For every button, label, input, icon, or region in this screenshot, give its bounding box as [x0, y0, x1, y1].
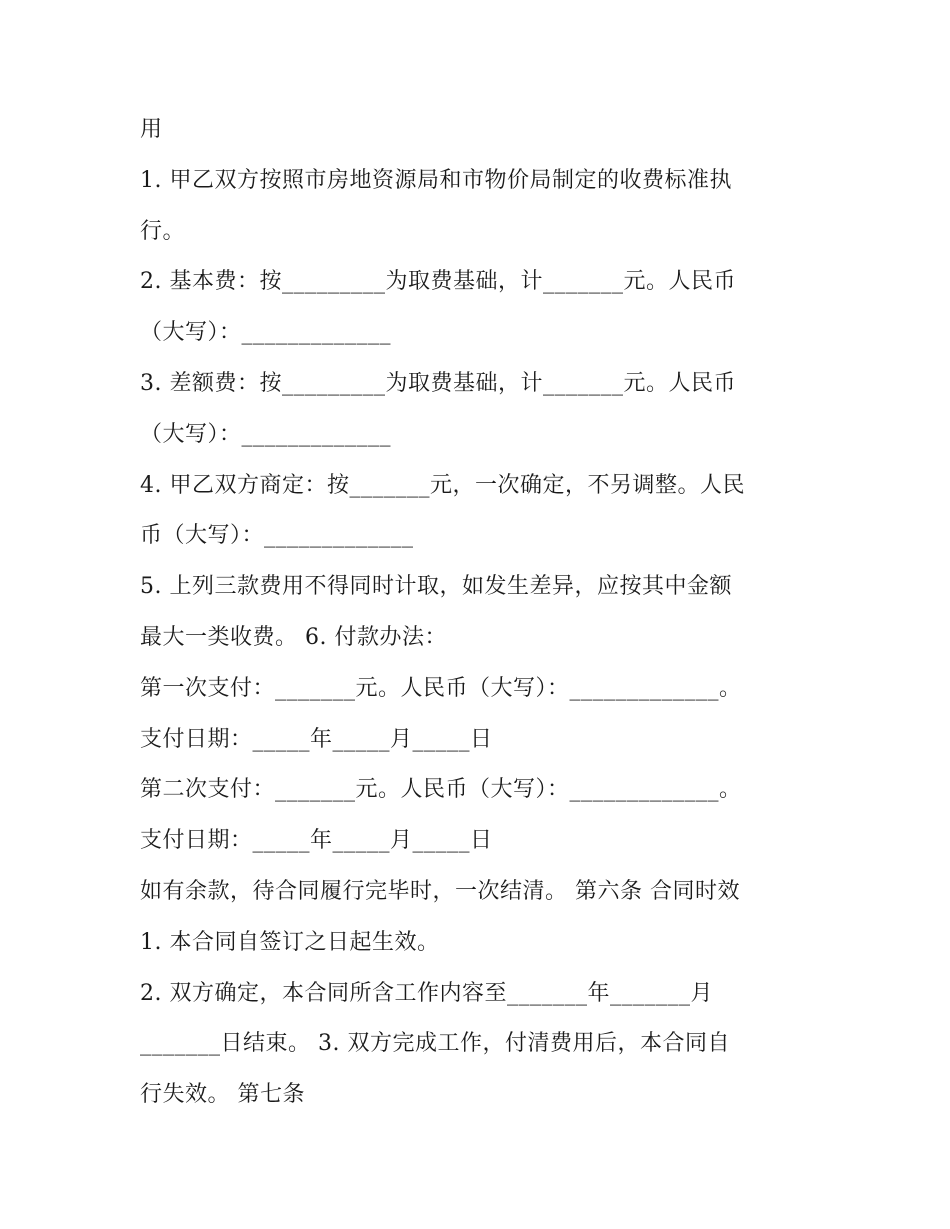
text-line: 支付日期：_____年_____月_____日: [140, 828, 493, 854]
text-line: 1. 甲乙双方按照市房地资源局和市物价局制定的收费标准执: [140, 167, 732, 193]
text-line: 用: [140, 117, 163, 142]
text-line: 2. 双方确定，本合同所含工作内容至_______年_______月: [140, 980, 713, 1006]
text-line: （大写）：_____________: [140, 320, 392, 346]
contract-text: [140, 105, 820, 1121]
text-line: 如有余款，待合同履行完毕时，一次结清。 第六条 合同时效: [140, 878, 740, 904]
text-line: 3. 差额费：按_________为取费基础，计_______元。人民币: [140, 370, 736, 396]
text-line: 2. 基本费：按_________为取费基础，计_______元。人民币: [140, 269, 736, 295]
text-line: 支付日期：_____年_____月_____日: [140, 726, 493, 752]
text-line: 行失效。 第七条: [140, 1082, 305, 1108]
text-line: _______日结束。 3. 双方完成工作，付清费用后，本合同自: [140, 1031, 730, 1057]
text-line: 4. 甲乙双方商定：按_______元，一次确定，不另调整。人民: [140, 472, 745, 498]
text-line: 第二次支付：_______元。人民币（大写）：_____________。: [140, 777, 742, 803]
text-line: 第一次支付：_______元。人民币（大写）：_____________。: [140, 675, 742, 701]
text-line: 5. 上列三款费用不得同时计取，如发生差异，应按其中金额: [140, 574, 732, 600]
text-line: 1. 本合同自签订之日起生效。: [140, 929, 440, 955]
text-line: 行。: [140, 218, 186, 244]
text-line: （大写）：_____________: [140, 421, 392, 447]
text-line: 最大一类收费。 6. 付款办法：: [140, 624, 447, 650]
text-line: 币（大写）：_____________: [140, 523, 414, 549]
